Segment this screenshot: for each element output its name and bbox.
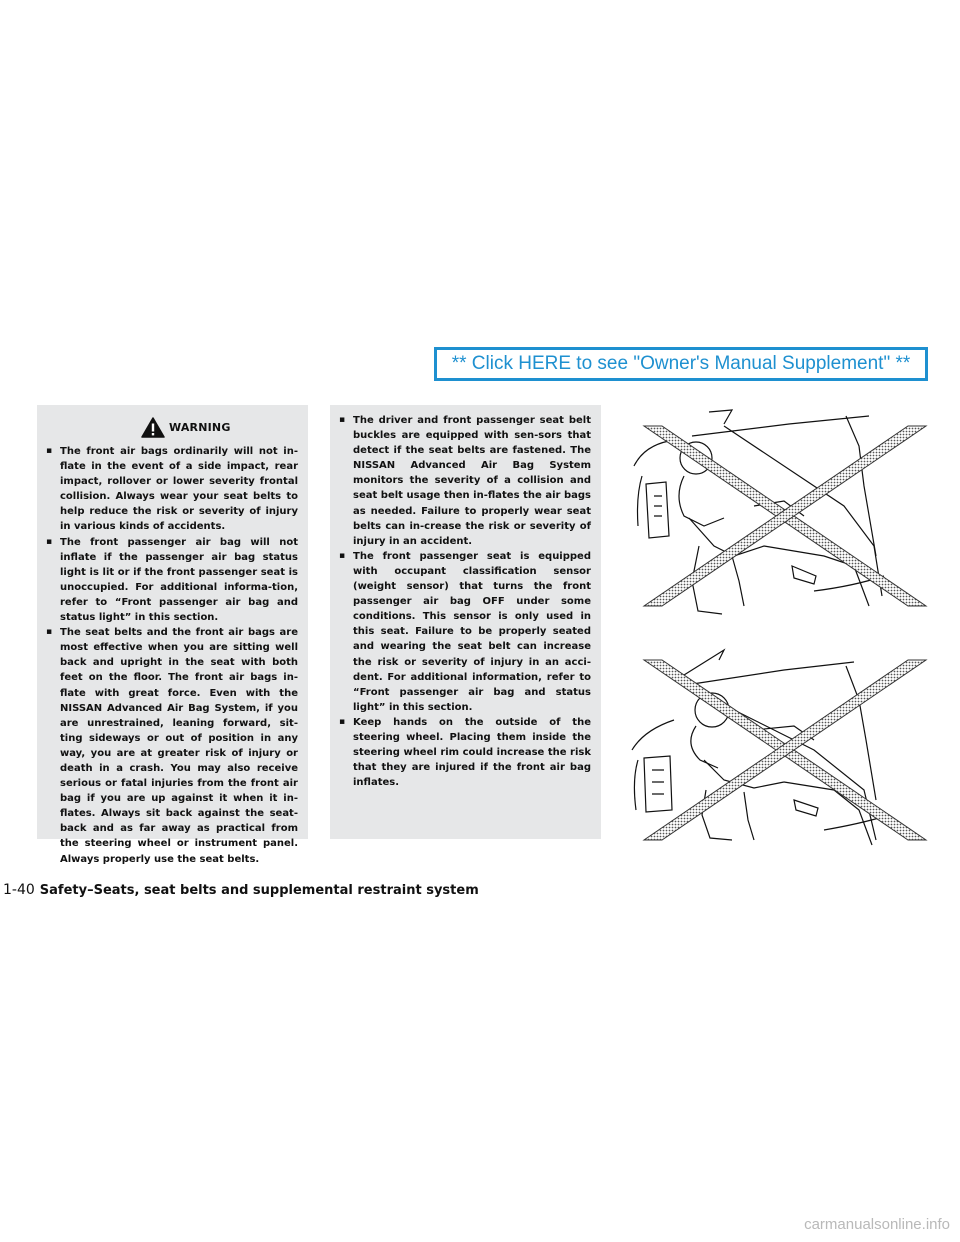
warning-item: ▪ The front passenger seat is equipped with occupant classification sensor (weight sensor) that turns the front passenger air bag OFF under some conditions. This sensor is only used in this seat. Failure to be properly seated and wearing the seat belt can increase the risk or severity of injury in an acci-dent. For additional information, refer to “Front passenger air bag and status light” in this section. bbox=[339, 549, 591, 715]
warning-list-right bbox=[339, 413, 591, 790]
warning-item: ▪ The front air bags ordinarily will not in-flate in the event of a side impact, rear impact, rollover or lower severity frontal collision. Always wear your seat belts to help reduce the risk or severity of injury in various kinds of accidents. bbox=[46, 444, 298, 535]
warning-item: ▪ The front passenger air bag will not inflate if the passenger air bag status light is lit or if the front passenger seat is unoccupied. For additional informa-tion, refer to “Front passenger air bag and status light” in this section. bbox=[46, 535, 298, 626]
warning-triangle-icon bbox=[141, 417, 165, 438]
page-number: 1-40 bbox=[3, 882, 35, 898]
too-close-illustration bbox=[614, 640, 944, 850]
warning-item: ▪ The driver and front passenger seat belt buckles are equipped with sen-sors that detect if the seat belts are fastened. The NISSAN Advanced Air Bag System monitors the severity of a collision and seat belt usage then in-flates the air bags as needed. Failure to properly wear seat belts can in-crease the risk or severity of injury in an accident. bbox=[339, 413, 591, 549]
warning-list-left bbox=[46, 444, 298, 867]
warning-panel-right bbox=[330, 405, 601, 839]
page-footer bbox=[3, 879, 479, 901]
warning-item: ▪ Keep hands on the outside of the steering wheel. Placing them inside the steering wheel rim could increase the risk that they are injured if the front air bag inflates. bbox=[339, 715, 591, 790]
warning-header bbox=[37, 417, 308, 439]
leaning-forward-illustration bbox=[614, 406, 944, 622]
watermark: carmanualsonline.info bbox=[804, 1216, 950, 1233]
owners-manual-supplement-link[interactable]: ** Click HERE to see "Owner's Manual Supplement" ** bbox=[434, 347, 928, 381]
warning-item: ▪ The seat belts and the front air bags are most effective when you are sitting well back and upright in the seat with both feet on the floor. The front air bags in-flate with great force. Even with the NISSAN Advanced Air Bag System, if you are unrestrained, leaning forward, sit-ting sideways or out of position in any way, you are at greater risk of injury or death in a crash. You may also receive serious or fatal injuries from the front air bag if you are up against it when it in-flates. Always sit back against the seat-back and as far away as practical from the steering wheel or instrument panel. Always properly use the seat belts. bbox=[46, 625, 298, 867]
warning-panel-left bbox=[37, 405, 308, 865]
warning-title: WARNING bbox=[169, 421, 231, 434]
section-title: Safety–Seats, seat belts and supplemental restraint system bbox=[39, 883, 479, 898]
